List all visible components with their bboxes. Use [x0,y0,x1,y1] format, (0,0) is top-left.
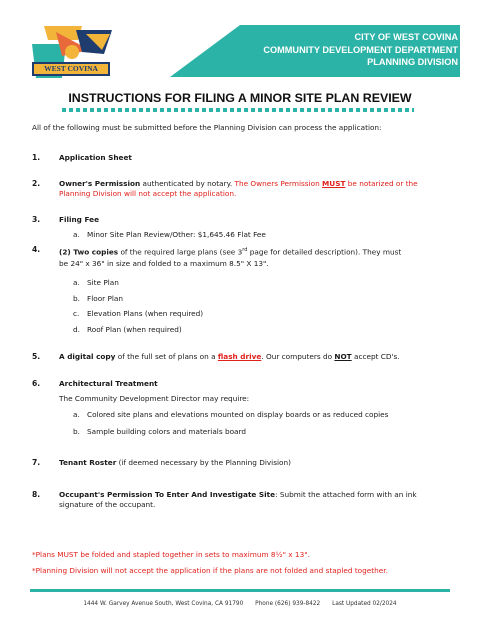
item-4-title: (2) Two copies [59,247,119,257]
item-4-sub-c-text: Elevation Plans (when required) [87,309,204,318]
logo-text: WEST COVINA [44,64,98,73]
item-2-must: MUST [322,179,346,188]
item-6-title: Architectural Treatment [59,379,158,388]
item-4-sub-d-letter: d. [73,325,80,334]
item-3-sub-letter: a. [73,230,80,239]
item-4-sub-a-text: Site Plan [87,278,119,287]
intro-text: All of the following must be submitted before the Planning Division can process the application: [32,123,382,132]
item-8-line-2: signature of the occupant. [59,500,156,509]
item-8-title: Occupant's Permission To Enter And Investigate Site [59,490,276,499]
item-7-title: Tenant Roster [59,458,117,467]
item-2-body: authenticated by notary. [140,179,235,188]
item-4-number: 4. [32,245,41,254]
item-6-line: The Community Development Director may require: [59,394,250,403]
item-1-number: 1. [32,153,41,162]
item-6-sub-b-letter: b. [73,427,80,436]
item-4-sub-b-text: Floor Plan [87,294,123,303]
item-1-title: Application Sheet [59,153,132,162]
title-dotted-rule [62,108,414,112]
note-not-accepted: *Planning Division will not accept the application if the plans are not folded and stapled together. [32,566,388,575]
item-2-number: 2. [32,179,41,188]
item-4-sub-b-letter: b. [73,294,80,303]
item-7-body: (if deemed necessary by the Planning Division) [116,458,291,467]
item-4-line-2: be 24" x 36" in size and folded to a maximum 8.5" X 13". [59,259,269,268]
page-title: INSTRUCTIONS FOR FILING A MINOR SITE PLAN REVIEW [68,91,412,105]
item-5-number: 5. [32,352,41,361]
item-2-warning-a: The Owners Permission [234,179,323,188]
item-5-not: NOT [334,352,352,361]
footer-rule [30,589,450,592]
item-2-text [59,179,454,189]
item-6-number: 6. [32,379,41,388]
header-division: PLANNING DIVISION [367,57,458,68]
item-6-sub-b-text: Sample building colors and materials board [87,427,247,436]
item-4-text [59,245,454,257]
item-5-flash-drive: flash drive [217,352,262,361]
footer-phone: Phone (626) 939-8422 [255,601,321,607]
item-6-sub-a-letter: a. [73,410,80,419]
header-city: CITY OF WEST COVINA [354,32,458,42]
header-text [263,31,458,69]
item-3-number: 3. [32,215,41,224]
item-5-body-b: . Our computers do [261,352,335,361]
item-4-sub-c-letter: c. [73,309,80,318]
item-6-sub-a-text: Colored site plans and elevations mounted on display boards or as reduced copies [87,410,389,419]
item-5-body-c: accept CD's. [351,352,400,361]
footer [0,601,480,607]
item-4-sub-a-letter: a. [73,278,80,287]
item-7-text [59,458,291,468]
item-3-title: Filing Fee [59,215,100,224]
item-7-number: 7. [32,458,41,467]
item-8-number: 8. [32,490,41,499]
item-5-body-a: of the full set of plans on a [115,352,218,361]
item-4-body-a: of the required large plans (see 3 [118,247,243,257]
item-8-body: : Submit the attached form with an ink [275,490,417,499]
item-4-sub-d-text: Roof Plan (when required) [87,325,182,334]
item-5-title: A digital copy [59,352,116,361]
item-3-sub-text: Minor Site Plan Review/Other: $1,645.46 Flat Fee [87,230,266,239]
item-8-text [59,490,454,500]
header-banner-tail [170,25,240,77]
item-4-body-b: page for detailed description). They must [247,247,402,257]
note-folded: *Plans MUST be folded and stapled together in sets to maximum 8½" x 13". [32,550,310,559]
item-2-title: Owner's Permission [59,179,141,188]
footer-updated: Last Updated 02/2024 [332,601,397,607]
header-department: COMMUNITY DEVELOPMENT DEPARTMENT [263,44,458,55]
item-2-warning-c: Planning Division will not accept the application. [59,189,237,198]
city-logo-emblem [26,22,118,94]
item-4-sup: rd [242,247,248,253]
city-logo [26,22,118,94]
item-5-text [59,352,454,362]
footer-address: 1444 W. Garvey Avenue South, West Covina, CA 91790 [83,601,244,607]
item-2-warning-b: be notarized or the [345,179,418,188]
